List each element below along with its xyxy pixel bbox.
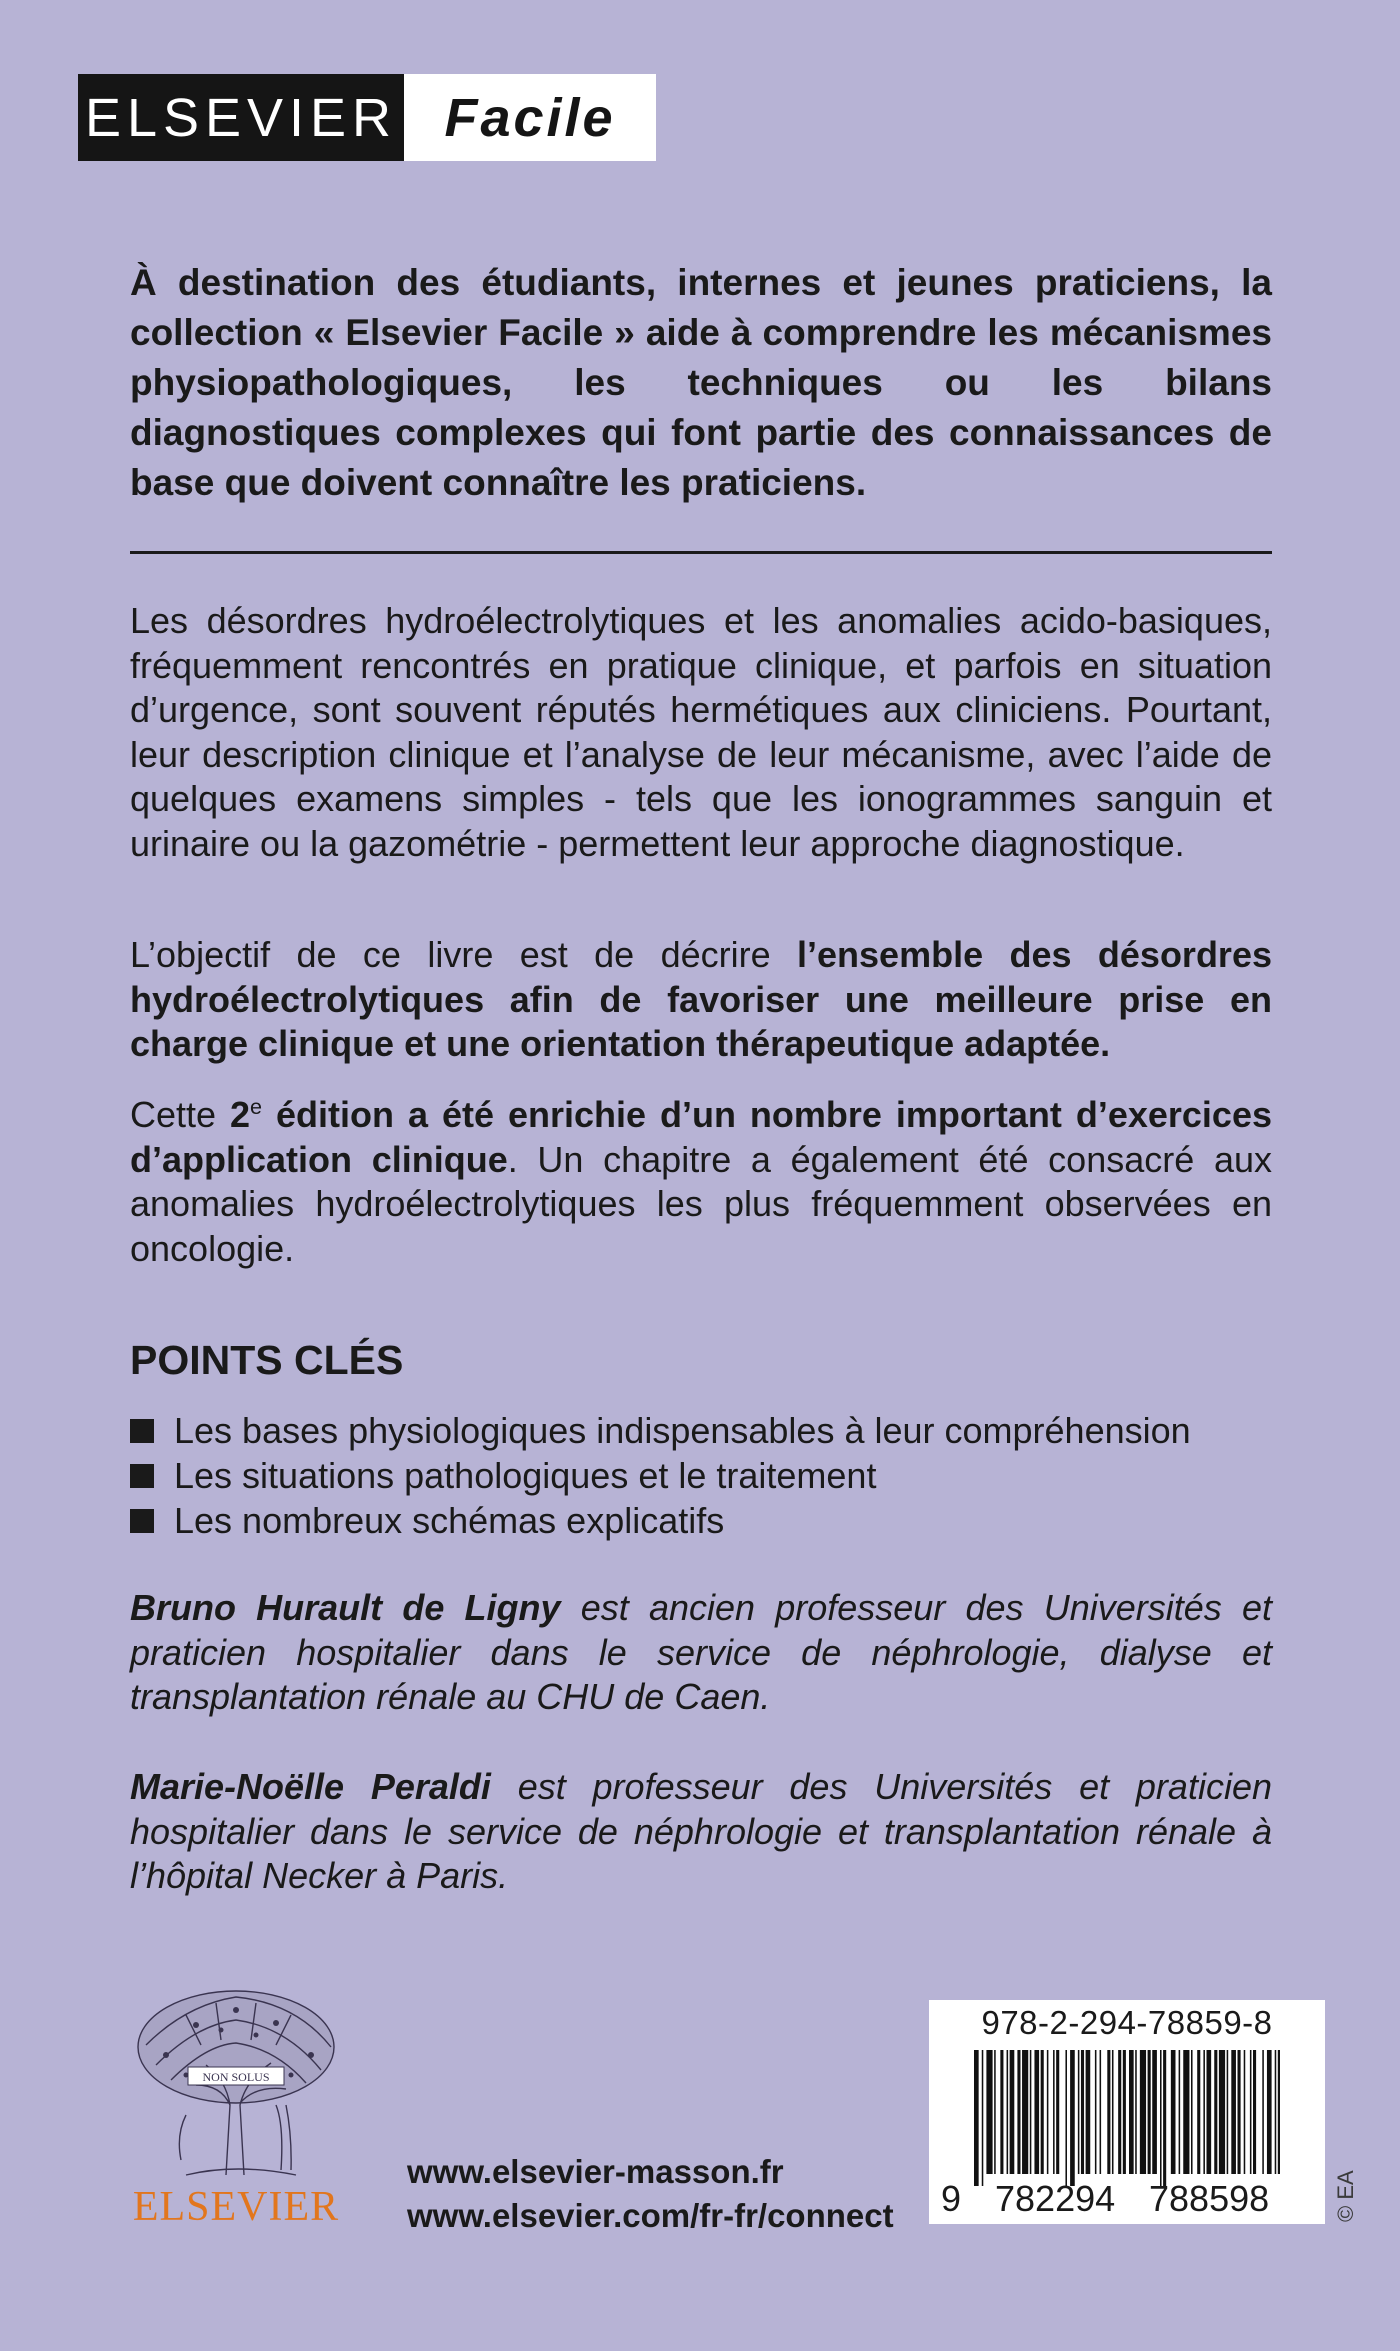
barcode-bar	[1148, 2050, 1151, 2174]
square-bullet-icon	[130, 1509, 154, 1533]
key-point-text: Les bases physiologiques indispensables à leur compréhension	[174, 1410, 1191, 1451]
para3-sup: e	[250, 1094, 263, 1119]
elsevier-tree-logo	[126, 1985, 346, 2185]
barcode-bar	[1253, 2050, 1256, 2174]
isbn-barcode	[929, 2000, 1325, 2224]
website-url[interactable]: www.elsevier.com/fr-fr/connect	[407, 2197, 894, 2234]
para3-bold-num: 2	[230, 1094, 251, 1135]
barcode-bar	[1250, 2050, 1252, 2174]
barcode-bar	[1231, 2050, 1236, 2174]
barcode-bar	[1262, 2050, 1264, 2174]
list-item	[130, 1408, 1272, 1453]
divider	[130, 551, 1272, 554]
copyright-credit: © EA	[1333, 2170, 1358, 2222]
barcode-digit-first: 9	[941, 2178, 962, 2219]
author-bio-2	[130, 1765, 1272, 1899]
website-url[interactable]: www.elsevier-masson.fr	[407, 2153, 784, 2190]
barcode-bar	[1100, 2050, 1102, 2174]
elsevier-wordmark: ELSEVIER	[132, 2184, 340, 2230]
barcode-bar	[982, 2050, 984, 2186]
barcode-bar	[1123, 2050, 1126, 2174]
barcode-bar	[1214, 2050, 1217, 2174]
para3-end: . Un chapitre a également été consacré aux anomalies hydroélectrolytiques les plus fréquemment observées en oncologie.	[130, 1138, 1272, 1269]
barcode-bar	[1065, 2050, 1067, 2186]
barcode-bar	[1022, 2050, 1028, 2174]
barcode-digits-right: 788598	[1149, 2178, 1270, 2219]
barcode-bar	[1207, 2050, 1212, 2174]
barcode-bar	[1152, 2050, 1157, 2174]
barcode-bar	[1056, 2050, 1059, 2174]
description-paragraph-1: Les désordres hydroélectrolytiques et les anomalies acido-basiques, fréquemment rencontrés en pratique clinique, et parfois en situation d’urgence, sont souvent réputés hermétiques aux cliniciens. Pourtant, leur description clinique et l’analyse de leur mécanisme, avec l’aide de quelques examens simples - tels que les ionogrammes sanguin et urinaire ou la gazométrie - permettent leur approche diagnostique.	[130, 600, 1272, 864]
key-point-text: Les nombreux schémas explicatifs	[174, 1500, 725, 1541]
series-name: Facile	[404, 74, 656, 161]
barcode-bar	[1278, 2050, 1280, 2174]
author-name: Bruno Hurault de Ligny	[130, 1587, 561, 1628]
barcode-bar	[1030, 2050, 1032, 2174]
barcode-bar	[1171, 2050, 1176, 2174]
barcode-bar	[1267, 2050, 1272, 2174]
barcode-bar	[1227, 2050, 1229, 2174]
author-name: Marie-Noëlle Peraldi	[130, 1766, 491, 1807]
para2-bold: l’ensemble des désordres hydroélectrolytiques afin de favoriser une meilleure prise en charge clinique et une orientation thérapeutique adaptée.	[130, 934, 1272, 1064]
barcode-bar	[1219, 2050, 1225, 2174]
barcode-bar	[1163, 2050, 1166, 2186]
barcode-bar	[1041, 2050, 1044, 2174]
para3-start: Cette	[130, 1094, 231, 1135]
collection-intro: À destination des étudiants, internes et jeunes praticiens, la collection « Elsevier Facile » aide à comprendre les mécanismes physiopathologiques, les techniques ou les bilans diagnostiques complexes qui font partie des connaissances de base que doivent connaître les praticiens.	[130, 262, 1272, 503]
list-item	[130, 1498, 1272, 1543]
barcode-bar	[1244, 2050, 1246, 2174]
barcode-digits-left: 782294	[995, 2178, 1116, 2219]
barcode-bar	[1112, 2050, 1114, 2174]
barcode-bar	[1017, 2050, 1020, 2174]
key-points-title: POINTS CLÉS	[130, 1337, 404, 1383]
publisher-name: ELSEVIER	[78, 74, 404, 161]
barcode-bar	[1183, 2050, 1189, 2174]
logo-banner: NON SOLUS	[202, 2070, 270, 2084]
list-item	[130, 1453, 1272, 1498]
author-bio-text: est ancien professeur des Universités et praticien hospitalier dans le service de néphrologie, dialyse et transplantation rénale au CHU de Caen.	[130, 1587, 1272, 1717]
barcode-bar	[1053, 2050, 1055, 2174]
barcode-bar	[1086, 2050, 1091, 2174]
series-badge	[78, 74, 656, 161]
description-paragraph-2	[130, 933, 1272, 1067]
barcode-bar	[1000, 2050, 1003, 2174]
barcode-bar	[1118, 2050, 1121, 2174]
barcode-bar	[1081, 2050, 1084, 2174]
barcode-bar	[1129, 2050, 1134, 2174]
barcode-bar	[1203, 2050, 1205, 2174]
barcode-bar	[1238, 2050, 1241, 2174]
barcode-bar	[1197, 2050, 1200, 2174]
barcode-bar	[1078, 2050, 1080, 2174]
barcode-bar	[1140, 2050, 1146, 2174]
barcode-bar	[1135, 2050, 1137, 2174]
key-point-text: Les situations pathologiques et le traitement	[174, 1455, 877, 1496]
author-bio-1	[130, 1586, 1272, 1720]
barcode-bar	[1275, 2050, 1277, 2174]
barcode-bar	[1070, 2050, 1075, 2186]
square-bullet-icon	[130, 1419, 154, 1443]
barcode-bar	[1047, 2050, 1049, 2174]
barcode-bar	[986, 2050, 992, 2174]
key-points-list	[130, 1408, 1272, 1543]
para2-start: L’objectif de ce livre est de décrire	[130, 934, 798, 975]
square-bullet-icon	[130, 1464, 154, 1488]
website-links	[407, 2150, 894, 2238]
barcode-bar	[1010, 2050, 1015, 2174]
barcode-bar	[1107, 2050, 1110, 2174]
description-paragraph-3	[130, 1093, 1272, 1271]
barcode-bar	[1095, 2050, 1097, 2174]
barcode-bar	[1007, 2050, 1009, 2174]
barcode-bar	[1191, 2050, 1193, 2174]
isbn-number: 978-2-294-78859-8	[981, 2004, 1273, 2041]
barcode-bar	[1160, 2050, 1162, 2186]
barcode-bars	[974, 2050, 1280, 2190]
barcode-bar	[974, 2050, 979, 2186]
para3-bold-rest: édition a été enrichie d’un nombre important d’exercices d’application clinique	[130, 1094, 1272, 1180]
author-bio-text: est professeur des Universités et praticien hospitalier dans le service de néphrologie et transplantation rénale à l’hôpital Necker à Paris.	[130, 1766, 1272, 1896]
barcode-bar	[1179, 2050, 1181, 2174]
barcode-bar	[1034, 2050, 1039, 2174]
barcode-bar	[994, 2050, 996, 2174]
